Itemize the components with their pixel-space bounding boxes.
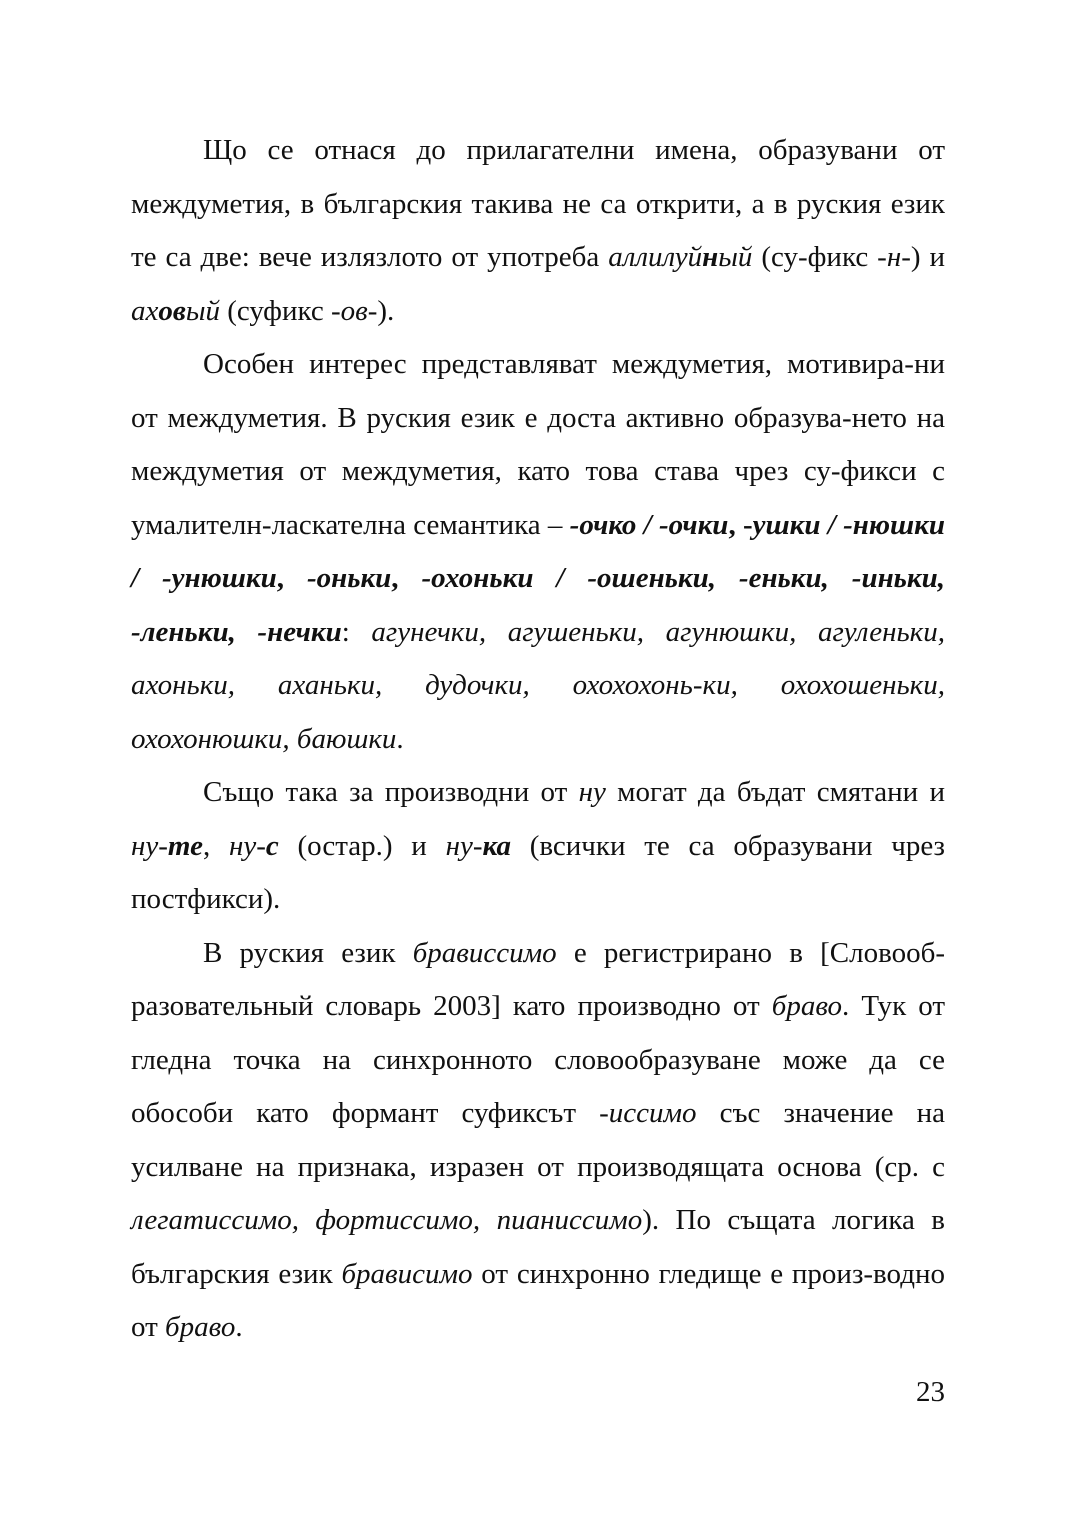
styled-term: ый	[718, 241, 753, 273]
styled-term: ,	[391, 562, 422, 594]
styled-term: легатиссимо, фортиссимо, пианиссимо	[131, 1204, 643, 1236]
page-body	[131, 124, 945, 1355]
styled-term: ну-	[445, 829, 483, 862]
styled-term: агунечки, агушеньки, агунюшки, агуленьки, ахоньки, аханьки, дудочки, охохохонь-ки, охохошеньки, охохонюшки, баюшки	[131, 615, 945, 755]
paragraph-bravissimo: В руския език брависсимо е регистрирано в [Словооб-разовательный словарь 2003] като производно от браво. Тук от гледна точка на синхронното словообразуване може да се обособи като формант суфиксът -иссимо със значение на усилване на признака, изразен от производящата основа (ср. с легатиссимо, фортиссимо, пианиссимо). По същата логика в българския език брависимо от синхронно гледище е произ-водно от браво.	[131, 936, 946, 1343]
styled-term: ну-	[131, 829, 168, 862]
styled-term: ну-	[228, 829, 266, 862]
styled-term: те	[167, 829, 203, 862]
styled-term: иссимо	[608, 1097, 697, 1129]
styled-term: брависимо	[341, 1257, 473, 1290]
styled-term: -охоньки / -ошеньки, -еньки, -иньки, -леньки, -нечки	[131, 562, 946, 648]
styled-term: н	[886, 241, 902, 273]
styled-term: ,	[276, 562, 307, 594]
styled-term: брависсимо	[412, 936, 557, 969]
paragraph-nu-derivatives: Също така за производни от ну могат да бъдат смятани и ну-те, ну-с (остар.) и ну-ка (всички те са образувани чрез постфикси).	[131, 776, 946, 915]
styled-term: ов	[158, 294, 186, 327]
page-number: 23	[916, 1376, 945, 1408]
styled-term: аллилуй	[608, 241, 703, 273]
styled-term: ну	[578, 776, 606, 808]
styled-term: браво	[165, 1311, 236, 1343]
styled-term: ый	[185, 294, 220, 327]
paragraph-interjections: Особен интерес представляват междуметия, мотивира-ни от междуметия. В руския език е доста активно образува-нето на междуметия от междуметия, като това става чрез су-фикси с умалителн-ласкателна семантика – -очко / -очки, -ушки / -нюшки / -унюшки, -оньки, -охоньки / -ошеньки, -еньки, -иньки, -леньки, -нечки: агунечки, агушеньки, агунюшки, агуленьки, ахоньки, аханьки, дудочки, охохохонь-ки, охохошеньки, охохонюшки, баюшки.	[131, 348, 946, 755]
styled-term: с	[265, 829, 279, 862]
styled-term: ов	[340, 294, 368, 327]
styled-term: н	[702, 241, 719, 273]
styled-term: ах	[131, 294, 159, 327]
styled-term: , -	[728, 508, 753, 541]
styled-term: -оньки	[306, 562, 392, 594]
paragraph-adjectives: Що се отнася до прилагателни имена, образувани от междуметия, в българския такива не са открити, а в руския език те са две: вече излязлото от употреба аллилуйный (су-фикс -н-) и аховый (суфикс -ов-).	[131, 134, 945, 327]
styled-term: ка	[482, 829, 511, 862]
styled-term: ушки / -нюшки / -унюшки	[131, 508, 945, 594]
styled-term: браво	[771, 990, 843, 1022]
styled-term: -очко / -очки	[569, 508, 729, 541]
